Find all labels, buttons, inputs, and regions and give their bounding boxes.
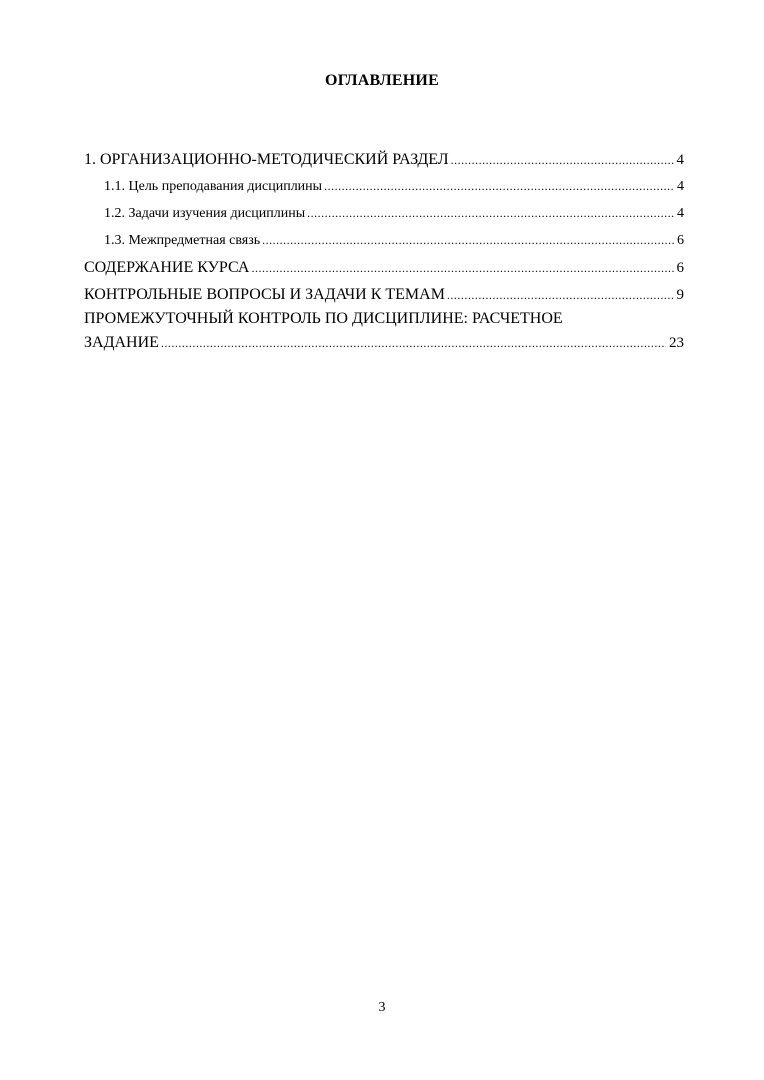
dot-leader [324, 173, 674, 200]
dot-leader [262, 227, 674, 254]
dot-leader [451, 147, 674, 173]
dot-leader [447, 282, 674, 308]
toc-entry[interactable] [84, 227, 684, 254]
toc-entry-label: 1.1. Цель преподавания дисциплины [104, 179, 323, 194]
dot-leader [307, 200, 674, 227]
toc-entry-label: 1.2. Задачи изучения дисциплины [104, 206, 306, 221]
toc-entry-label: СОДЕРЖАНИЕ КУРСА [84, 259, 250, 276]
page-title: ОГЛАВЛЕНИЕ [325, 72, 439, 89]
toc-entry-page: 23 [669, 335, 684, 351]
toc-entry[interactable] [84, 281, 684, 308]
toc-entry[interactable] [84, 254, 684, 281]
toc-entry-label-line1: ПРОМЕЖУТОЧНЫЙ КОНТРОЛЬ ПО ДИСЦИПЛИНЕ: РАСЧЕТНОЕ [84, 310, 563, 327]
table-of-contents [84, 146, 684, 356]
dot-leader [251, 255, 673, 281]
toc-entry-label: 1. ОРГАНИЗАЦИОННО-МЕТОДИЧЕСКИЙ РАЗДЕЛ [84, 151, 449, 168]
toc-entry-page: 6 [677, 233, 684, 248]
toc-entry-label: КОНТРОЛЬНЫЕ ВОПРОСЫ И ЗАДАЧИ К ТЕМАМ [84, 286, 445, 303]
toc-entry-label: 1.3. Межпредметная связь [104, 233, 261, 248]
toc-entry-page: 4 [677, 179, 684, 194]
toc-entry[interactable] [84, 173, 684, 200]
toc-entry-page: 4 [677, 206, 684, 221]
toc-entry[interactable] [84, 200, 684, 227]
toc-entry[interactable] [84, 146, 684, 173]
toc-entry-page: 6 [676, 260, 684, 276]
toc-entry-page: 9 [676, 287, 684, 303]
toc-entry-label-line2: ЗАДАНИЕ [84, 334, 159, 351]
dot-leader [161, 332, 666, 354]
toc-entry-page: 4 [676, 152, 684, 168]
page-number: 3 [378, 1000, 386, 1015]
toc-entry[interactable] [84, 308, 684, 356]
